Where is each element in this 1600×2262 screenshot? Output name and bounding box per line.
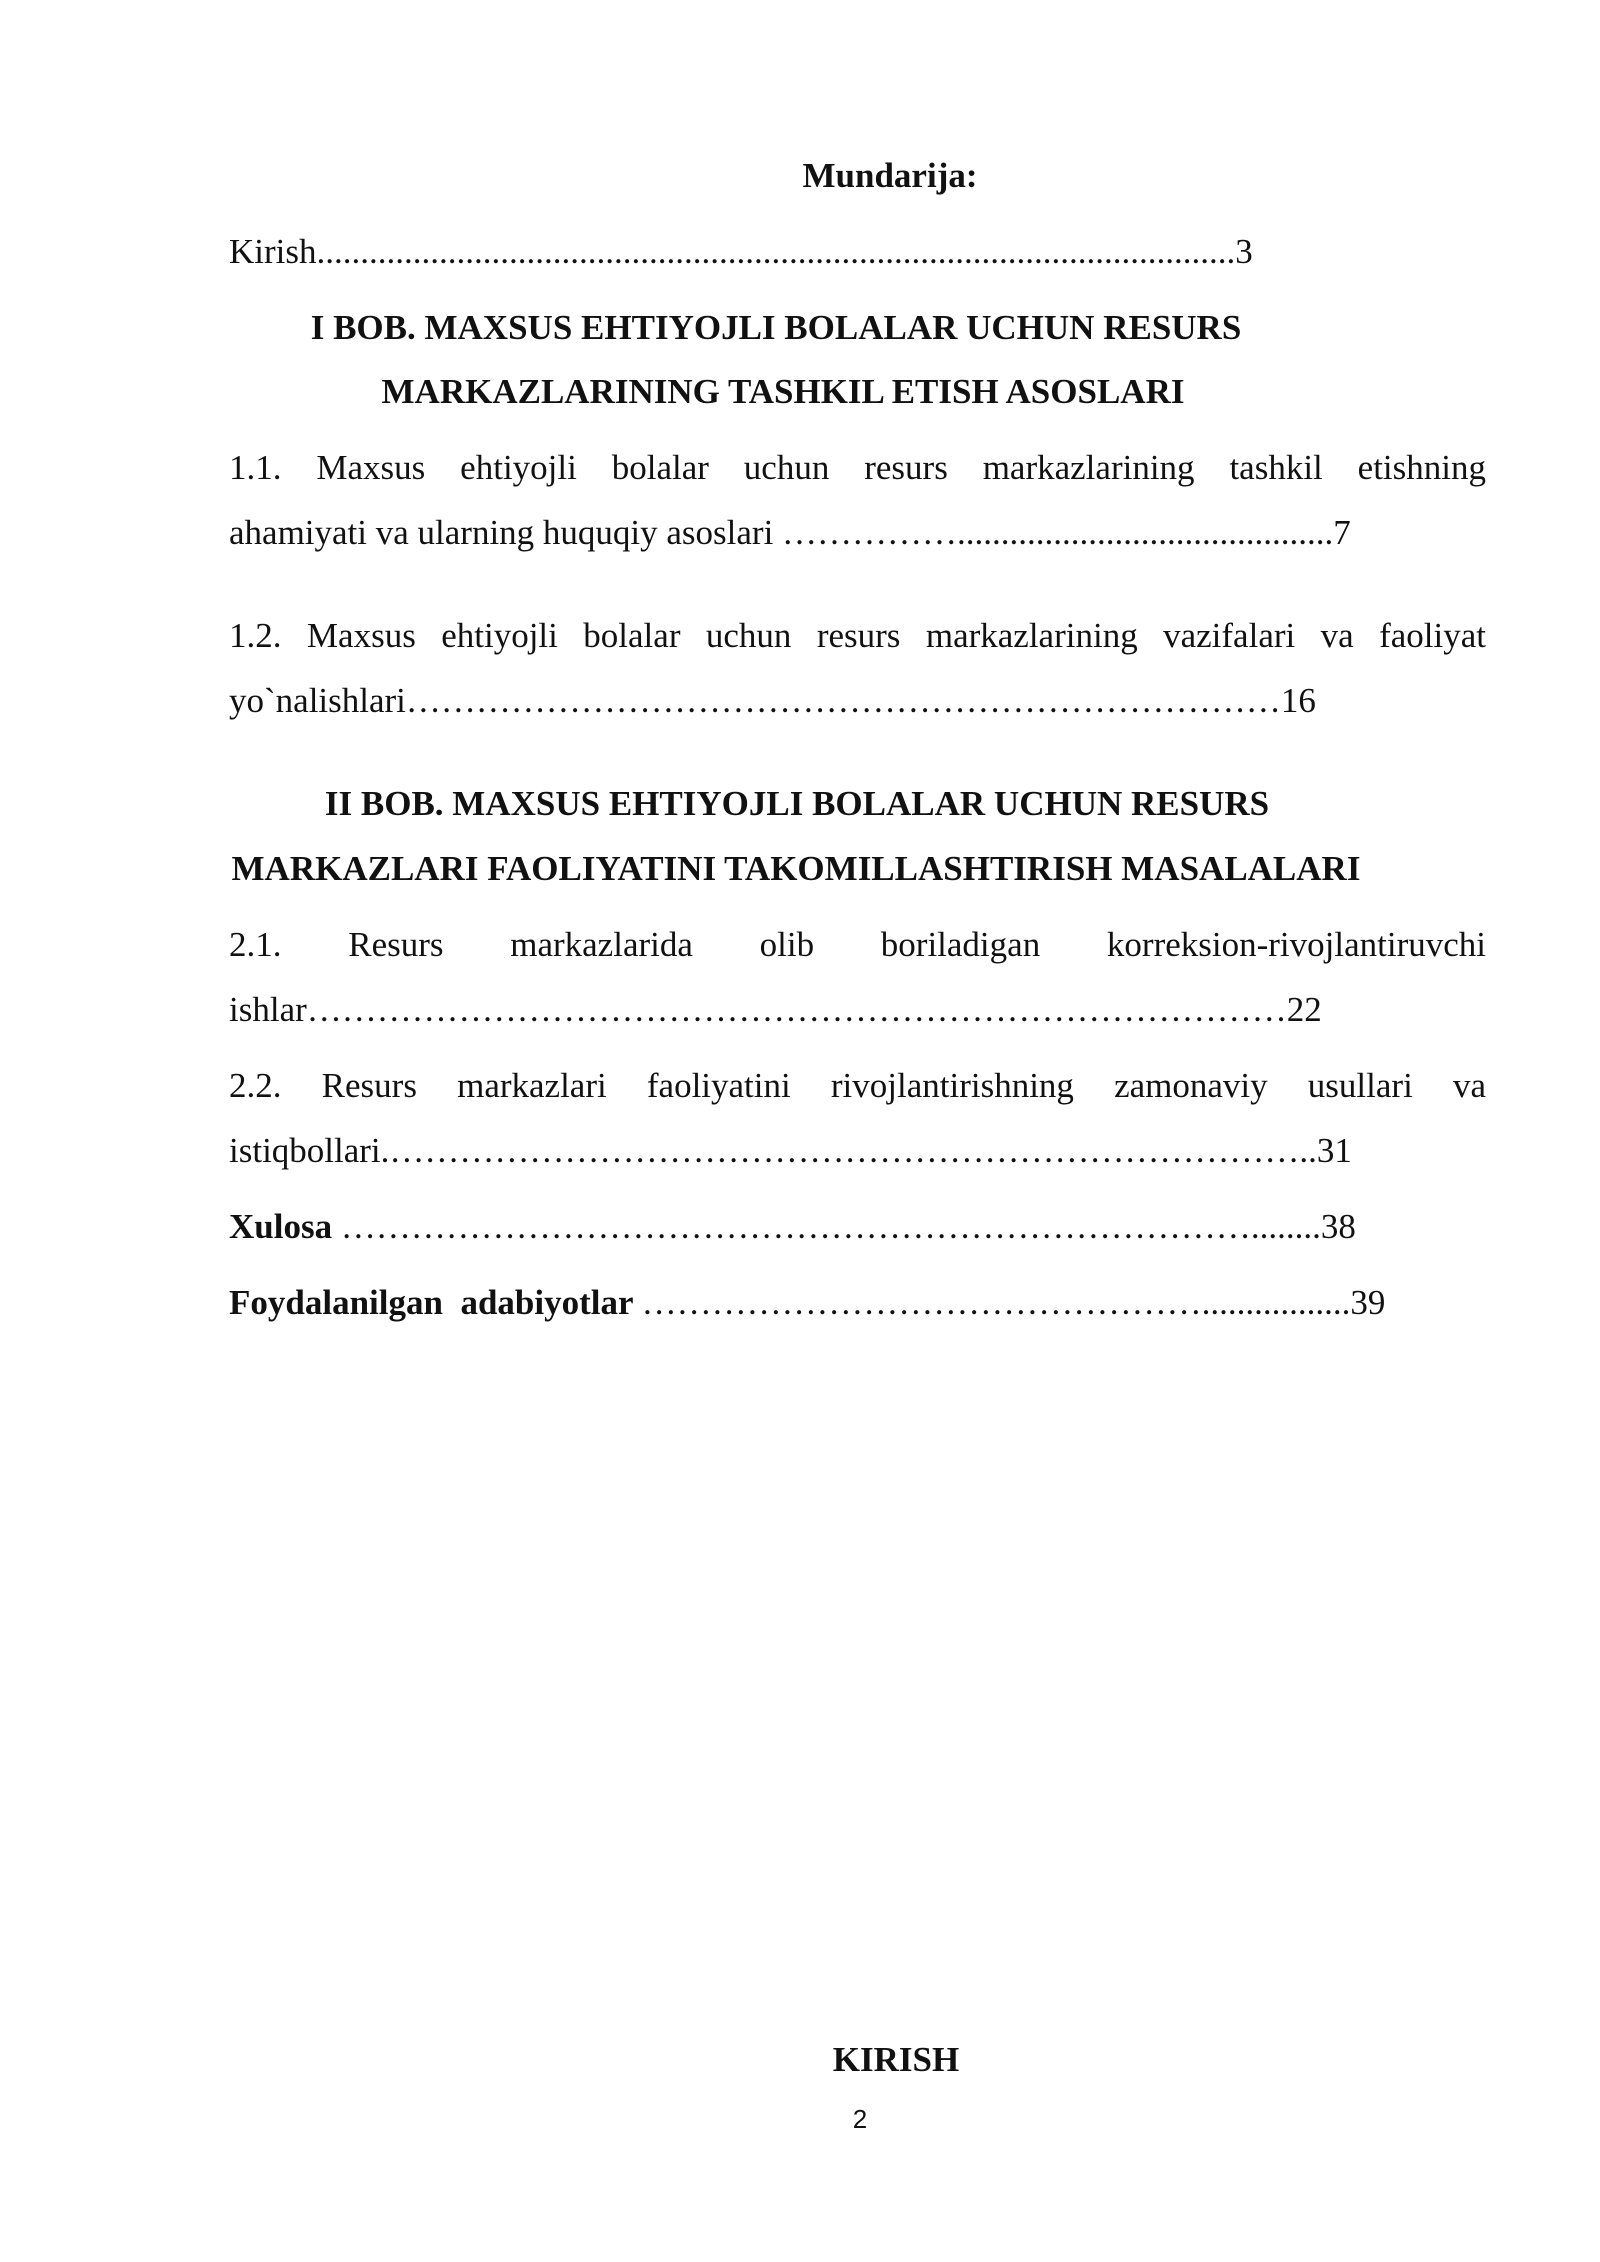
- chapter1-heading-line1: I BOB. MAXSUS EHTIYOJLI BOLALAR UCHUN RESURS: [310, 308, 1242, 347]
- toc-entry-2-1-line1: 2.1. Resurs markazlarida olib boriladigan korreksion-rivojlantiruvchi: [229, 925, 1486, 964]
- toc-title: Mundarija:: [802, 156, 978, 195]
- toc-entry-2-2-line2: istiqbollari.……………………………………………………………………..31: [229, 1131, 1352, 1170]
- toc-entry-kirish: [229, 230, 1253, 274]
- toc-entry-2-1-line2: ishlar…………………………………………………………………………22: [229, 990, 1322, 1029]
- page-number: 2: [852, 2104, 868, 2134]
- intro-heading: KIRISH: [832, 2040, 960, 2079]
- chapter2-heading-line2: MARKAZLARI FAOLIYATINI TAKOMILLASHTIRISH MASALALARI: [231, 849, 1361, 888]
- toc-entry-kirish-text: Kirish.........................................................................................................3: [229, 232, 1253, 271]
- toc-entry-xulosa-label: Xulosa: [229, 1207, 341, 1246]
- toc-entry-adabiyotlar-label: Foydalanilgan adabiyotlar: [229, 1283, 642, 1322]
- toc-entry-1-1-line1: 1.1. Maxsus ehtiyojli bolalar uchun resurs markazlarining tashkil etishning: [229, 448, 1486, 487]
- chapter1-heading-line2: MARKAZLARINING TASHKIL ETISH ASOSLARI: [381, 372, 1185, 411]
- toc-entry-xulosa-dots: ……………………………………………………………………........38: [340, 1207, 1356, 1246]
- chapter2-heading-line1: II BOB. MAXSUS EHTIYOJLI BOLALAR UCHUN RESURS: [324, 784, 1270, 823]
- toc-entry-adabiyotlar: [229, 1281, 1385, 1325]
- toc-entry-adabiyotlar-dots: ………………………………………….................39: [641, 1283, 1386, 1322]
- toc-entry-1-1-line2: ahamiyati va ularning huquqiy asoslari ……………...........................................7: [229, 513, 1351, 552]
- toc-entry-1-2-line2: yo`nalishlari…………………………………………………………………16: [229, 681, 1316, 720]
- toc-entry-xulosa: [229, 1205, 1356, 1249]
- toc-entry-1-2-line1: 1.2. Maxsus ehtiyojli bolalar uchun resurs markazlarining vazifalari va faoliyat: [229, 616, 1486, 655]
- toc-entry-2-2-line1: 2.2. Resurs markazlari faoliyatini rivojlantirishning zamonaviy usullari va: [229, 1066, 1486, 1105]
